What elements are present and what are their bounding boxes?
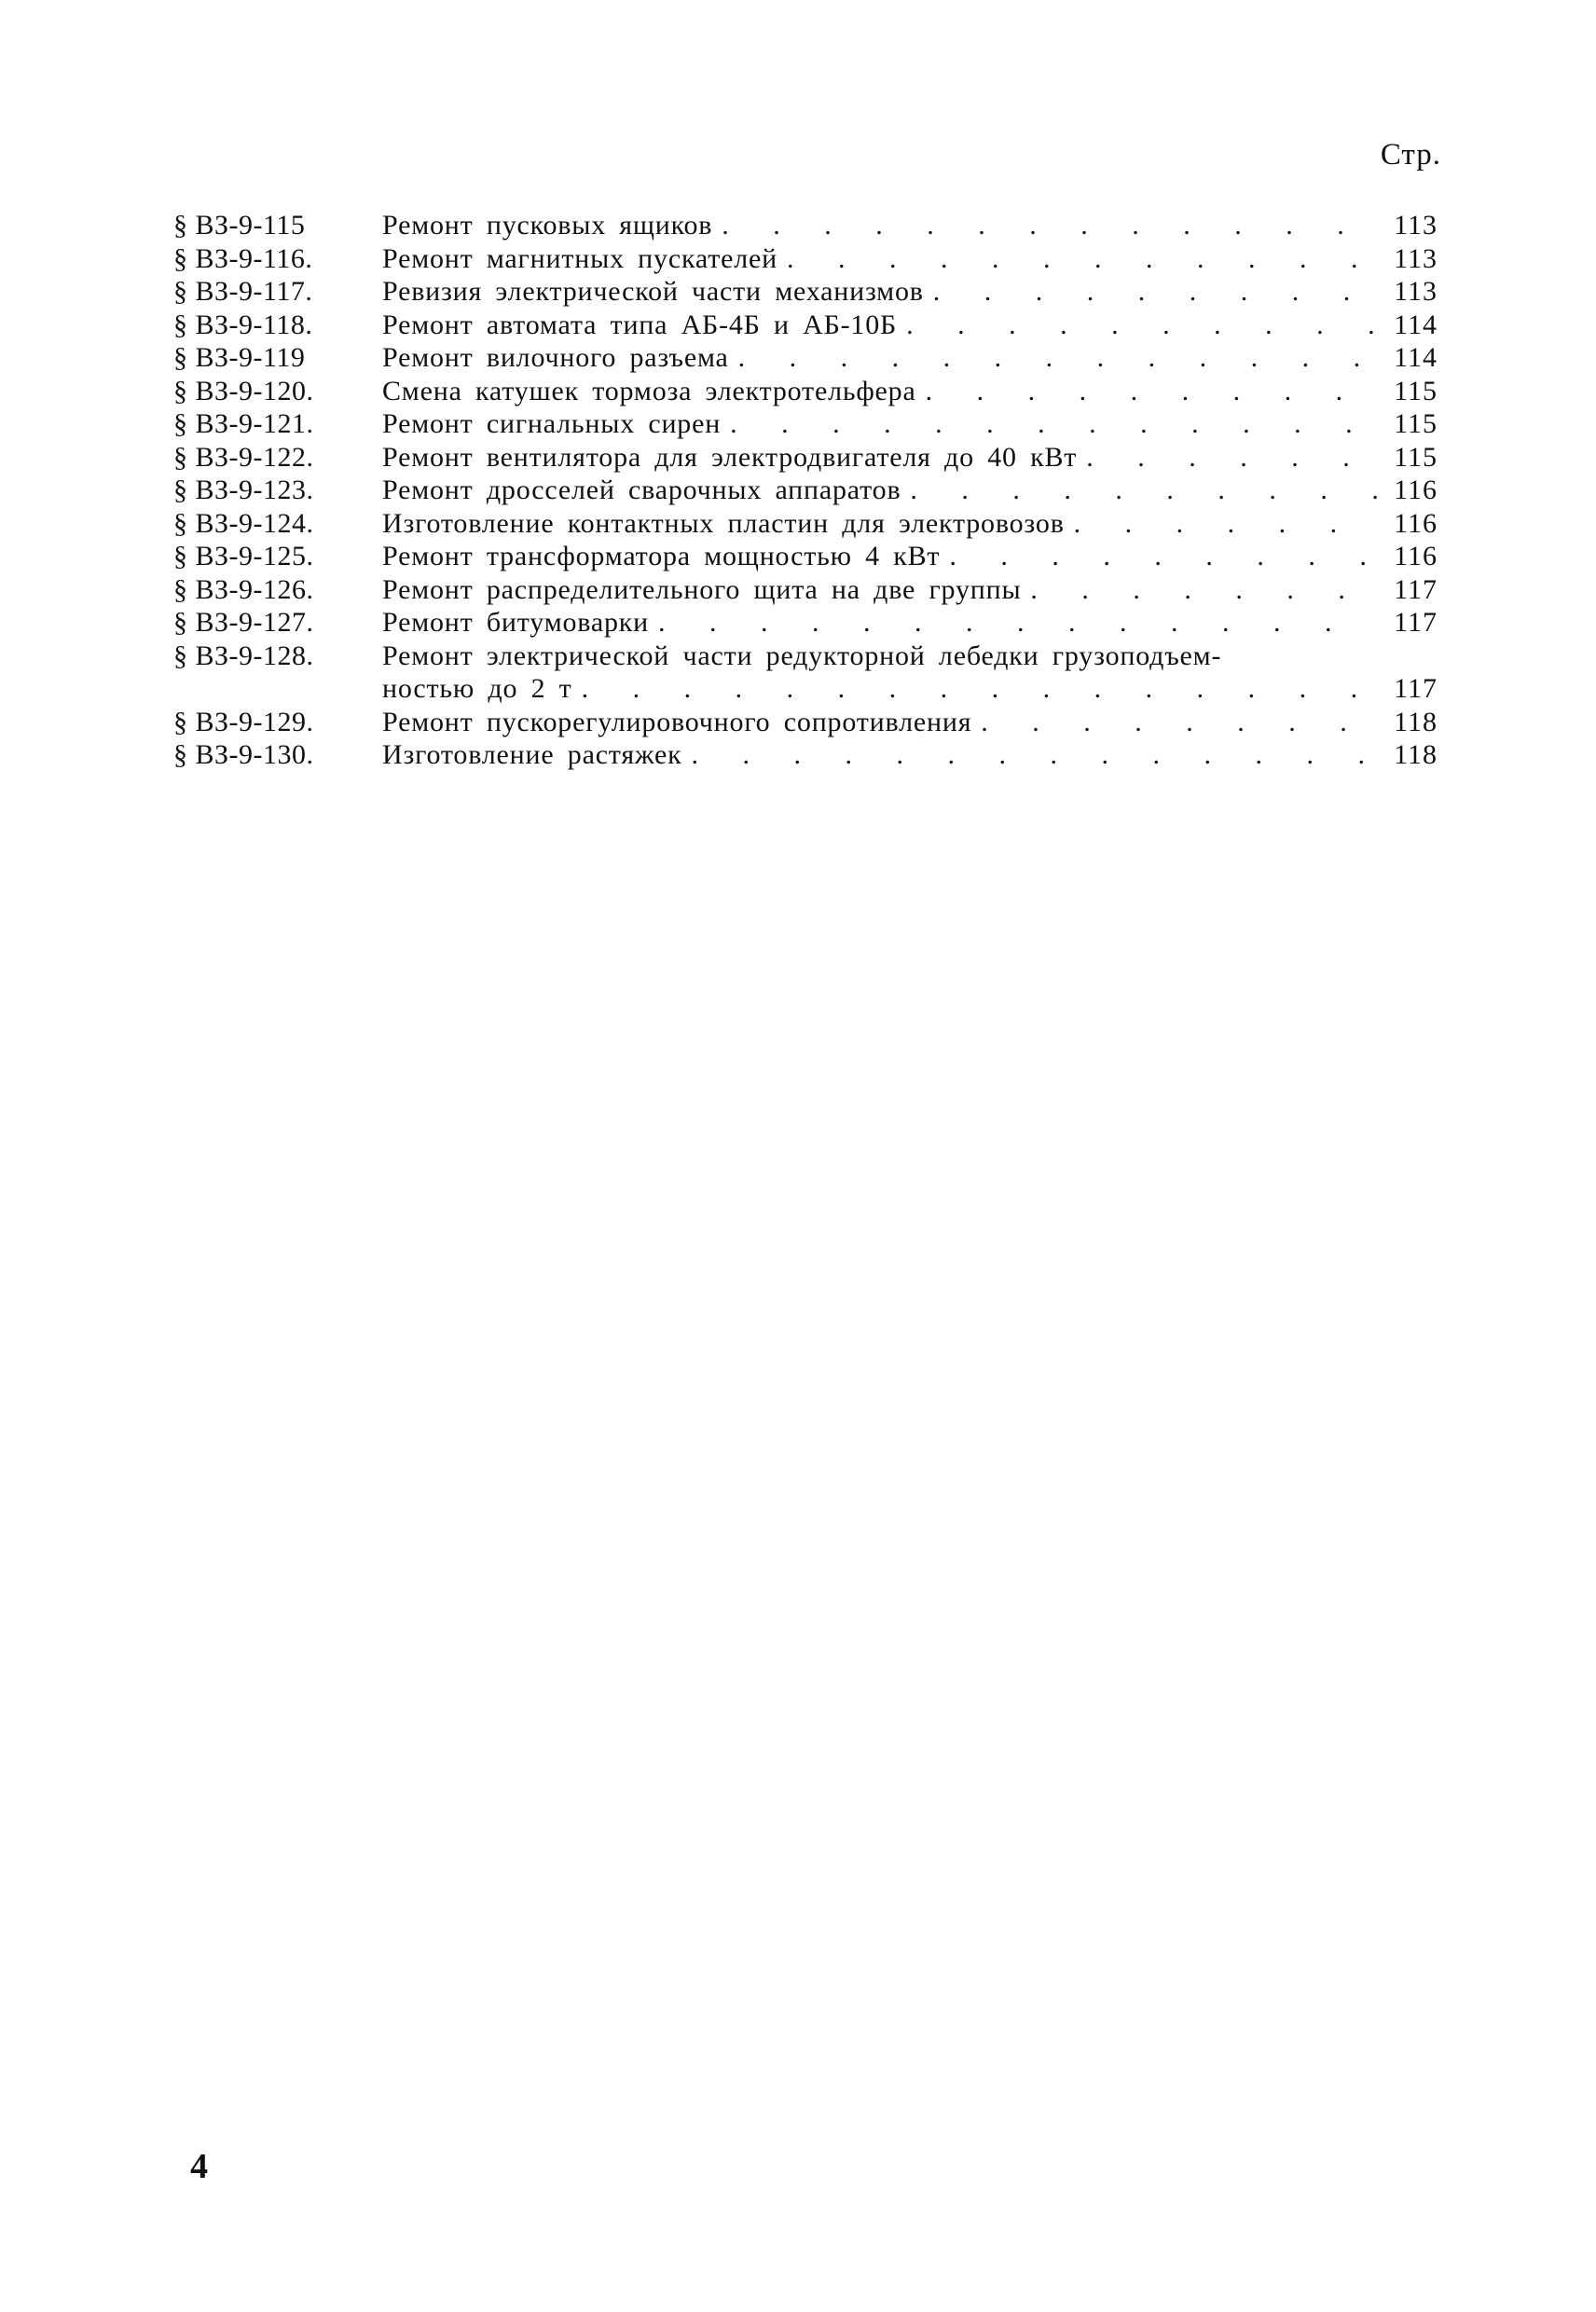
- toc-entry-title: Ремонт распределительного щита на две группы: [382, 573, 1022, 605]
- toc-section-number: § ВЗ-9-122.: [173, 441, 314, 473]
- toc-page-number: 118: [1394, 739, 1438, 770]
- dot-leader: [971, 706, 1378, 739]
- toc-section-number: § ВЗ-9-129.: [173, 706, 314, 737]
- toc-entry-title: Ремонт битумоварки: [382, 607, 649, 638]
- toc-section-number: § ВЗ-9-118.: [173, 309, 313, 340]
- toc-entry: [173, 242, 1438, 276]
- toc-entry-title: Изготовление контактных пластин для электровозов: [382, 507, 1065, 539]
- dot-leader: [924, 275, 1378, 309]
- toc-section-number: § ВЗ-9-124.: [173, 507, 314, 539]
- toc-page-number: 116: [1394, 475, 1438, 505]
- toc-entry-title: Ремонт пусковых ящиков: [382, 210, 713, 241]
- toc-entry-title: Смена катушек тормоза электротельфера: [382, 375, 916, 406]
- toc-entry: [173, 209, 1438, 242]
- toc-entry: [173, 738, 1438, 772]
- toc-entry-title: Ремонт вентилятора для электродвигателя до 40 кВт: [382, 441, 1078, 473]
- table-of-contents: [173, 209, 1438, 772]
- toc-entry-title: Ремонт автомата типа АБ-4Б и АБ-10Б: [382, 309, 898, 340]
- toc-section-number: § ВЗ-9-128.: [173, 640, 314, 671]
- dot-leader: [1065, 507, 1378, 541]
- toc-entry: [173, 640, 1438, 706]
- toc-entry: [173, 441, 1438, 475]
- toc-page-number: 113: [1394, 210, 1438, 241]
- dot-leader: [682, 738, 1378, 772]
- toc-entry-title: Ревизия электрической части механизмов: [382, 276, 924, 307]
- toc-page-number: 115: [1394, 441, 1438, 473]
- toc-page-number: 115: [1394, 408, 1438, 439]
- page-number: 4: [190, 2147, 208, 2186]
- toc-section-number: § ВЗ-9-120.: [173, 375, 314, 406]
- toc-page-number: 114: [1394, 309, 1438, 340]
- toc-entry: [173, 309, 1438, 342]
- toc-section-number: § ВЗ-9-121.: [173, 408, 314, 439]
- toc-section-number: § ВЗ-9-115: [173, 210, 306, 241]
- toc-section-number: § ВЗ-9-125.: [173, 541, 314, 571]
- toc-entry: [173, 606, 1438, 640]
- dot-leader: [940, 540, 1378, 573]
- toc-entry-title: Ремонт магнитных пускателей: [382, 242, 777, 274]
- toc-entry-title: Ремонт пускорегулировочного сопротивления: [382, 706, 972, 737]
- toc-page-number: 114: [1394, 342, 1438, 373]
- toc-entry-title: Изготовление растяжек: [382, 739, 682, 770]
- dot-leader: [721, 407, 1378, 441]
- toc-page-number: 117: [1394, 573, 1438, 605]
- toc-entry: [173, 341, 1438, 375]
- dot-leader: [901, 474, 1378, 507]
- dot-leader: [649, 606, 1378, 640]
- toc-entry: [173, 474, 1438, 507]
- dot-leader: [1021, 573, 1378, 607]
- toc-entry: [173, 407, 1438, 441]
- toc-page-number: 113: [1394, 242, 1438, 274]
- toc-page-number: 117: [1394, 607, 1438, 638]
- toc-section-number: § ВЗ-9-117.: [173, 276, 313, 307]
- toc-page-number: 115: [1394, 375, 1438, 406]
- toc-entry: [173, 275, 1438, 309]
- toc-page-number: 116: [1394, 507, 1438, 539]
- toc-section-number: § ВЗ-9-123.: [173, 475, 314, 505]
- toc-entry-title: Ремонт дросселей сварочных аппаратов: [382, 475, 901, 505]
- toc-entry: [173, 706, 1438, 739]
- toc-page-number: 118: [1394, 706, 1438, 737]
- toc-section-number: § ВЗ-9-127.: [173, 607, 314, 638]
- toc-section-number: § ВЗ-9-126.: [173, 573, 314, 605]
- toc-entry: [173, 507, 1438, 541]
- toc-entry-title: Ремонт вилочного разъема: [382, 342, 729, 373]
- toc-page-number: 113: [1394, 276, 1438, 307]
- page-column-header: Стр.: [1380, 138, 1441, 172]
- dot-leader: [777, 242, 1378, 276]
- toc-section-number: § ВЗ-9-116.: [173, 242, 313, 274]
- dot-leader: [572, 672, 1378, 706]
- dot-leader: [1077, 441, 1378, 475]
- dot-leader: [897, 309, 1378, 342]
- toc-page-number: 116: [1394, 541, 1438, 571]
- toc-entry-title: Ремонт трансформатора мощностью 4 кВт: [382, 541, 941, 571]
- toc-entry: [173, 375, 1438, 408]
- toc-entry-title: Ремонт сигнальных сирен: [382, 408, 722, 439]
- toc-entry: [173, 540, 1438, 573]
- toc-entry-title: Ремонт электрической части редукторной лебедки грузоподъем-: [382, 640, 1222, 671]
- toc-entry: [173, 573, 1438, 607]
- toc-page-number: 117: [1394, 673, 1438, 704]
- dot-leader: [712, 209, 1378, 242]
- toc-section-number: § ВЗ-9-130.: [173, 739, 314, 770]
- dot-leader: [916, 375, 1378, 408]
- toc-entry-title-continuation: ностью до 2 т: [382, 673, 572, 704]
- dot-leader: [729, 341, 1378, 375]
- toc-section-number: § ВЗ-9-119: [173, 342, 306, 373]
